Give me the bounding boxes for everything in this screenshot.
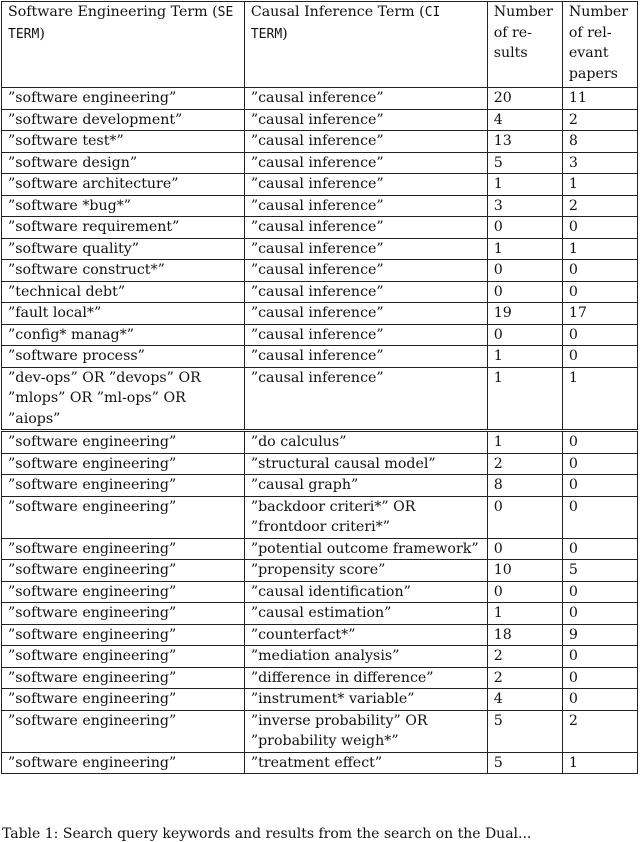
cell-number-of-relevant-papers: 0	[562, 324, 637, 346]
cell-number-of-relevant-papers: 0	[562, 603, 637, 625]
cell-number-of-results: 0	[487, 496, 562, 538]
cell-number-of-results: 2	[487, 646, 562, 668]
header-number-of-results: Number of re- sults	[487, 2, 562, 88]
cell-se-term: ”software process”	[2, 346, 245, 368]
cell-number-of-results: 20	[487, 88, 562, 110]
search-results-table	[1, 1, 638, 774]
cell-number-of-results: 0	[487, 324, 562, 346]
cell-se-term: ”software requirement”	[2, 217, 245, 239]
cell-number-of-results: 8	[487, 475, 562, 497]
cell-number-of-results: 5	[487, 752, 562, 774]
cell-number-of-results: 10	[487, 560, 562, 582]
cell-number-of-relevant-papers: 1	[562, 752, 637, 774]
table-row	[2, 238, 638, 260]
cell-se-term: ”fault local*”	[2, 303, 245, 325]
cell-number-of-relevant-papers: 0	[562, 475, 637, 497]
table-row	[2, 88, 638, 110]
cell-number-of-results: 0	[487, 217, 562, 239]
cell-ci-term: ”causal inference”	[244, 238, 487, 260]
cell-ci-term: ”difference in difference”	[244, 667, 487, 689]
cell-number-of-relevant-papers: 0	[562, 453, 637, 475]
cell-number-of-results: 5	[487, 710, 562, 752]
table-row	[2, 752, 638, 774]
cell-number-of-results: 18	[487, 624, 562, 646]
cell-number-of-results: 0	[487, 260, 562, 282]
cell-se-term: ”software engineering”	[2, 752, 245, 774]
table-row	[2, 195, 638, 217]
cell-number-of-results: 1	[487, 603, 562, 625]
cell-ci-term: ”mediation analysis”	[244, 646, 487, 668]
cell-number-of-results: 1	[487, 367, 562, 431]
table-row	[2, 131, 638, 153]
cell-ci-term: ”causal inference”	[244, 281, 487, 303]
table-row	[2, 431, 638, 454]
table-row	[2, 667, 638, 689]
table-row	[2, 174, 638, 196]
table-caption: Table 1: Search query keywords and results from the search on the Dual...	[2, 826, 532, 842]
cell-number-of-results: 4	[487, 689, 562, 711]
table-row	[2, 367, 638, 431]
table-row	[2, 109, 638, 131]
cell-number-of-results: 0	[487, 581, 562, 603]
table-row	[2, 453, 638, 475]
cell-ci-term: ”causal graph”	[244, 475, 487, 497]
cell-number-of-relevant-papers: 5	[562, 560, 637, 582]
cell-ci-term: ”backdoor criteri*” OR ”frontdoor criteri*”	[244, 496, 487, 538]
cell-ci-term: ”causal inference”	[244, 152, 487, 174]
table-group-se-terms	[2, 88, 638, 431]
cell-number-of-results: 1	[487, 346, 562, 368]
cell-se-term: ”software construct*”	[2, 260, 245, 282]
cell-se-term: ”software engineering”	[2, 475, 245, 497]
cell-se-term: ”software engineering”	[2, 431, 245, 454]
cell-number-of-relevant-papers: 0	[562, 431, 637, 454]
cell-number-of-relevant-papers: 0	[562, 346, 637, 368]
cell-ci-term: ”causal inference”	[244, 303, 487, 325]
cell-ci-term: ”causal estimation”	[244, 603, 487, 625]
cell-number-of-results: 5	[487, 152, 562, 174]
table-row	[2, 303, 638, 325]
cell-number-of-results: 2	[487, 453, 562, 475]
table-row	[2, 624, 638, 646]
table-row	[2, 346, 638, 368]
cell-ci-term: ”causal inference”	[244, 346, 487, 368]
cell-number-of-relevant-papers: 9	[562, 624, 637, 646]
cell-se-term: ”software engineering”	[2, 667, 245, 689]
cell-number-of-relevant-papers: 0	[562, 581, 637, 603]
table-row	[2, 560, 638, 582]
cell-ci-term: ”causal identification”	[244, 581, 487, 603]
cell-se-term: ”software engineering”	[2, 689, 245, 711]
header-ci-term: Causal Inference Term (CI TERM)	[244, 2, 487, 88]
cell-number-of-relevant-papers: 1	[562, 238, 637, 260]
cell-number-of-results: 19	[487, 303, 562, 325]
table-row	[2, 689, 638, 711]
cell-ci-term: ”causal inference”	[244, 195, 487, 217]
cell-ci-term: ”structural causal model”	[244, 453, 487, 475]
cell-number-of-relevant-papers: 1	[562, 367, 637, 431]
cell-se-term: ”software engineering”	[2, 496, 245, 538]
cell-ci-term: ”causal inference”	[244, 367, 487, 431]
cell-se-term: ”software engineering”	[2, 560, 245, 582]
cell-ci-term: ”counterfact*”	[244, 624, 487, 646]
cell-se-term: ”software engineering”	[2, 646, 245, 668]
table-row	[2, 217, 638, 239]
table-row	[2, 152, 638, 174]
cell-se-term: ”software engineering”	[2, 581, 245, 603]
cell-se-term: ”software engineering”	[2, 538, 245, 560]
cell-number-of-relevant-papers: 0	[562, 496, 637, 538]
cell-se-term: ”technical debt”	[2, 281, 245, 303]
cell-number-of-results: 4	[487, 109, 562, 131]
cell-number-of-relevant-papers: 0	[562, 646, 637, 668]
cell-number-of-relevant-papers: 17	[562, 303, 637, 325]
cell-number-of-results: 1	[487, 238, 562, 260]
cell-number-of-relevant-papers: 1	[562, 174, 637, 196]
table-row	[2, 538, 638, 560]
cell-number-of-relevant-papers: 8	[562, 131, 637, 153]
cell-se-term: ”software engineering”	[2, 453, 245, 475]
cell-ci-term: ”propensity score”	[244, 560, 487, 582]
cell-number-of-relevant-papers: 2	[562, 109, 637, 131]
cell-se-term: ”software architecture”	[2, 174, 245, 196]
table-row	[2, 581, 638, 603]
cell-ci-term: ”treatment effect”	[244, 752, 487, 774]
cell-ci-term: ”inverse probability” OR ”probability weigh*”	[244, 710, 487, 752]
cell-ci-term: ”causal inference”	[244, 88, 487, 110]
table-group-ci-terms	[2, 431, 638, 774]
cell-se-term: ”software quality”	[2, 238, 245, 260]
header-number-of-relevant-papers: Number of rel- evant papers	[562, 2, 637, 88]
cell-se-term: ”software engineering”	[2, 603, 245, 625]
cell-number-of-relevant-papers: 3	[562, 152, 637, 174]
cell-se-term: ”dev-ops” OR ”devops” OR ”mlops” OR ”ml-ops” OR ”aiops”	[2, 367, 245, 431]
cell-number-of-relevant-papers: 0	[562, 667, 637, 689]
table-row	[2, 710, 638, 752]
table-row	[2, 475, 638, 497]
cell-number-of-results: 0	[487, 538, 562, 560]
cell-se-term: ”software test*”	[2, 131, 245, 153]
table-row	[2, 496, 638, 538]
cell-number-of-results: 1	[487, 431, 562, 454]
cell-number-of-results: 13	[487, 131, 562, 153]
cell-number-of-relevant-papers: 2	[562, 195, 637, 217]
table-row	[2, 324, 638, 346]
cell-number-of-relevant-papers: 0	[562, 538, 637, 560]
cell-ci-term: ”do calculus”	[244, 431, 487, 454]
cell-number-of-relevant-papers: 11	[562, 88, 637, 110]
header-se-term: Software Engineering Term (SE TERM)	[2, 2, 245, 88]
cell-number-of-results: 3	[487, 195, 562, 217]
cell-ci-term: ”causal inference”	[244, 131, 487, 153]
cell-ci-term: ”causal inference”	[244, 174, 487, 196]
cell-ci-term: ”potential outcome framework”	[244, 538, 487, 560]
cell-ci-term: ”causal inference”	[244, 260, 487, 282]
cell-se-term: ”software *bug*”	[2, 195, 245, 217]
cell-ci-term: ”causal inference”	[244, 324, 487, 346]
cell-number-of-results: 1	[487, 174, 562, 196]
table-header-row	[2, 2, 638, 88]
cell-se-term: ”config* manag*”	[2, 324, 245, 346]
cell-se-term: ”software engineering”	[2, 624, 245, 646]
cell-se-term: ”software engineering”	[2, 88, 245, 110]
table-row	[2, 603, 638, 625]
table-row	[2, 646, 638, 668]
cell-se-term: ”software design”	[2, 152, 245, 174]
cell-number-of-relevant-papers: 0	[562, 689, 637, 711]
cell-ci-term: ”causal inference”	[244, 109, 487, 131]
cell-number-of-results: 0	[487, 281, 562, 303]
cell-se-term: ”software engineering”	[2, 710, 245, 752]
cell-number-of-results: 2	[487, 667, 562, 689]
cell-number-of-relevant-papers: 0	[562, 217, 637, 239]
cell-se-term: ”software development”	[2, 109, 245, 131]
cell-ci-term: ”instrument* variable”	[244, 689, 487, 711]
table-row	[2, 260, 638, 282]
cell-number-of-relevant-papers: 0	[562, 281, 637, 303]
table-row	[2, 281, 638, 303]
cell-number-of-relevant-papers: 2	[562, 710, 637, 752]
cell-ci-term: ”causal inference”	[244, 217, 487, 239]
cell-number-of-relevant-papers: 0	[562, 260, 637, 282]
